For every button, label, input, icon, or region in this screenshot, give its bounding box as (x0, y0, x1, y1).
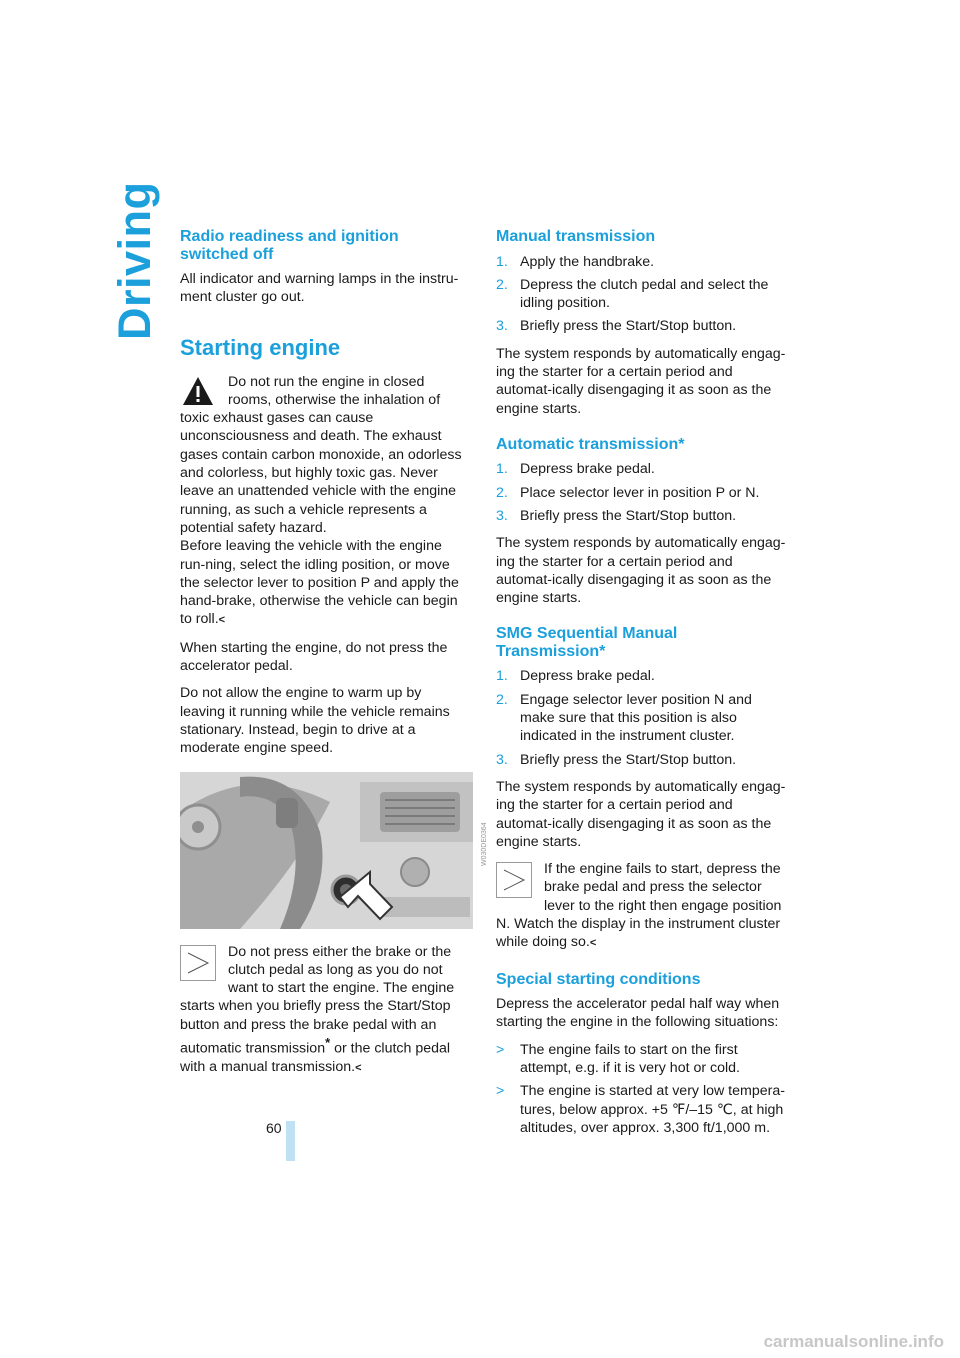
list-item: 3. Briefly press the Start/Stop button. (496, 318, 737, 335)
manual-steps-list (496, 253, 786, 336)
brake-clutch-note (180, 943, 470, 1078)
automatic-steps-list (496, 460, 786, 525)
list-item: 1. Apply the handbrake. (496, 253, 655, 270)
photo-code: W030DE0364 (481, 821, 488, 866)
special-conditions-heading: Special starting conditions (496, 970, 701, 988)
chapter-side-title: Driving (109, 181, 160, 340)
brake-clutch-note-text-b: or the clutch pedal with a manual transmission. (180, 1040, 451, 1076)
list-item: > The engine is started at very low tempera-tures, below approx. +5 ℉/–15 ℃, at high altitudes, over approx. 3,300 ft/1,000 m. (496, 1083, 785, 1136)
special-conditions-list (496, 1041, 786, 1137)
warm-up-para: Do not allow the engine to warm up by leaving it running while the vehicle remains stationary. Instead, begin to drive at a moderate engine speed. (180, 685, 450, 757)
list-item: 2. Engage selector lever position N and make sure that this position is also indicated in the instrument cluster. (496, 691, 752, 745)
list-item: 1. Depress brake pedal. (496, 461, 655, 478)
radio-readiness-text: All indicator and warning lamps in the instru-ment cluster go out. (180, 271, 459, 306)
end-marker: < (218, 614, 226, 627)
list-item: 2. Depress the clutch pedal and select the idling position. (496, 276, 769, 312)
special-conditions-para: Depress the accelerator pedal half way when starting the engine in the following situations: (496, 996, 780, 1031)
manual-transmission-heading: Manual transmission (496, 228, 656, 245)
accelerator-para: When starting the engine, do not press the accelerator pedal. (180, 639, 448, 675)
smg-fail-note-text: If the engine fails to start, depress the brake pedal and press the selector lever to the right then engage position N. Watch the display in the instrument cluster while doing so. (496, 861, 782, 951)
end-marker: < (355, 1062, 362, 1075)
warning-text: Do not run the engine in closed rooms, otherwise the inhalation of toxic exhaust gases can cause unconsciousness and death. The exhaust gases contain carbon monoxide, an odorless and colorless, but highly toxic gas. Never leave an unattended vehicle with the engine running, as such a vehicle represents a potential safety hazard. (180, 373, 462, 536)
smg-system-para: The system responds by automatically engag-ing the starter for a certain period and automat-ically disengaging it as soon as the engine starts. (496, 778, 786, 850)
warning-note (180, 373, 470, 630)
start-stop-button-photo (180, 772, 488, 929)
smg-heading: SMG Sequential Manual Transmission* (496, 625, 678, 660)
note-icon (496, 862, 532, 898)
brake-clutch-note-text-a: Do not press either the brake or the clutch pedal as long as you do not want to start the engine. The engine starts when you briefly press the Start/Stop button and press the brake pedal with an automatic transmission (180, 943, 455, 1057)
smg-steps-list (496, 667, 786, 768)
list-item: 3. Briefly press the Start/Stop button. (496, 751, 737, 768)
list-item: > The engine fails to start on the first attempt, e.g. if it is very hot or cold. (496, 1041, 740, 1076)
right-column (496, 228, 786, 1146)
radio-readiness-heading: Radio readiness and ignition switched off (180, 228, 399, 263)
watermark: carmanualsonline.info (763, 1332, 944, 1351)
starting-engine-heading: Starting engine (180, 334, 341, 360)
dashboard-illustration (180, 772, 473, 929)
optional-equipment-star: * (325, 1035, 331, 1051)
end-marker: < (589, 937, 597, 950)
automatic-system-para: The system responds by automatically engag-ing the starter for a certain period and automat-ically disengaging it as soon as the engine starts. (496, 535, 786, 607)
manual-system-para: The system responds by automatically engag-ing the starter for a certain period and automat-ically disengaging it as soon as the engine starts. (496, 345, 786, 417)
smg-fail-note (496, 860, 786, 952)
left-column (180, 228, 488, 1086)
list-item: 3. Briefly press the Start/Stop button. (496, 507, 737, 524)
warning-text-2: Before leaving the vehicle with the engine run-ning, select the idling position, or move the selector lever to position P and apply the hand-brake, otherwise the vehicle can begin to roll. (180, 538, 459, 628)
page-number-bar (286, 1121, 295, 1161)
list-item: 2. Place selector lever in position P or N. (496, 484, 760, 501)
warning-triangle-icon (182, 376, 214, 406)
list-item: 1. Depress brake pedal. (496, 668, 655, 685)
note-icon (180, 945, 216, 981)
page-number: 60 (266, 1120, 282, 1136)
automatic-transmission-heading: Automatic transmission* (496, 435, 685, 453)
